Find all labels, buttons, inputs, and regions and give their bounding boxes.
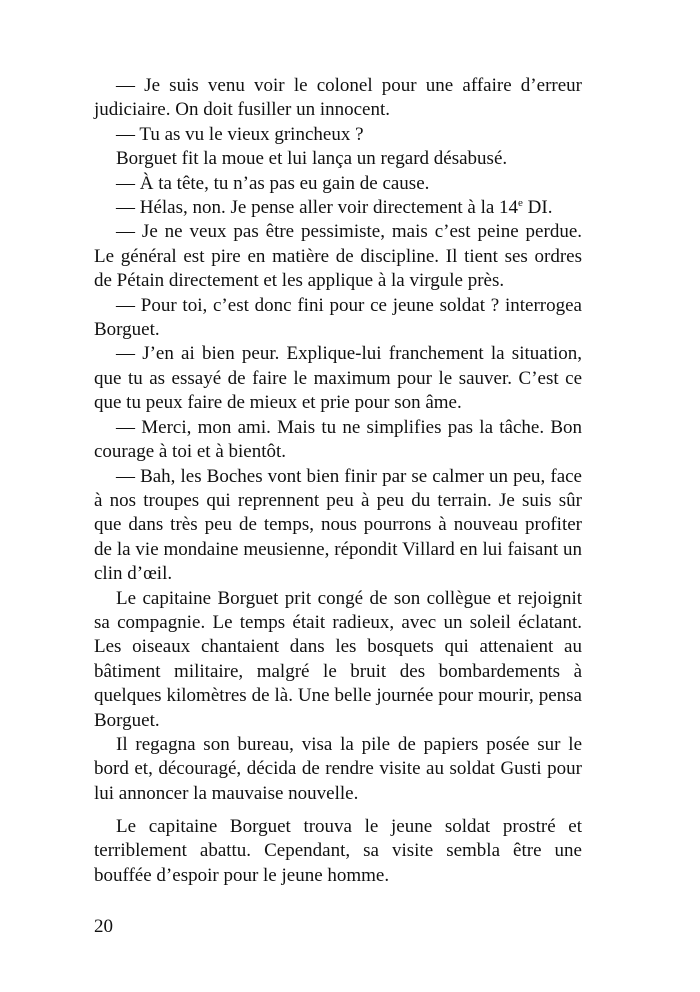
- paragraph-dialogue-gain-de-cause: — À ta tête, tu n’as pas eu gain de cause.: [116, 172, 430, 194]
- text-fragment: DI.: [522, 197, 553, 219]
- paragraph-narration-bureau: Il regagna son bureau, visa la pile de papiers posée sur le bord et, découragé, décida de rendre visite au soldat Gusti pour lui annoncer la mauvaise nouvelle.: [94, 733, 582, 804]
- paragraph-narration-moue: Borguet fit la moue et lui lança un regard désabusé.: [116, 148, 508, 170]
- paragraph-dialogue-merci: — Merci, mon ami. Mais tu ne simplifies pas la tâche. Bon courage à toi et à bientôt.: [94, 416, 582, 463]
- paragraph-dialogue-peur: — J’en ai bien peur. Explique-lui franchement la situation, que tu as essayé de faire le maximum pour le sauver. C’est ce que tu peux faire de mieux et prie pour son âme.: [94, 343, 582, 414]
- paragraph-narration-visite: Le capitaine Borguet trouva le jeune soldat prostré et terriblement abattu. Cependant, sa visite sembla être une bouffée d’espoir pour le jeune homme.: [94, 816, 582, 886]
- paragraph-dialogue-colonel: — Je suis venu voir le colonel pour une affaire d’erreur judiciaire. On doit fusiller un innocent.: [94, 75, 582, 121]
- paragraph-dialogue-fini: — Pour toi, c’est donc fini pour ce jeune soldat ? interrogea Borguet.: [94, 294, 582, 341]
- text-section-1: [94, 74, 582, 806]
- text-fragment: — Hélas, non. Je pense aller voir directement à la 14: [116, 197, 519, 219]
- paragraph-dialogue-pessimiste: — Je ne veux pas être pessimiste, mais c’est peine perdue. Le général est pire en matière de discipline. Il tient ses ordres de Pétain directement et les applique à la virgule près.: [94, 221, 582, 292]
- paragraph-dialogue-14e-di: [94, 196, 582, 220]
- paragraph-dialogue-grincheux: — Tu as vu le vieux grincheux ?: [116, 123, 364, 145]
- superscript-ordinal: e: [518, 197, 523, 210]
- text-section-2: [94, 815, 582, 888]
- paragraph-narration-conge: Le capitaine Borguet prit congé de son collègue et rejoignit sa compagnie. Le temps était radieux, avec un soleil éclatant. Les oiseaux chantaient dans les bosquets qui attenaient au bâtiment militaire, malgré le bruit des bombardements à quelques kilomètres de là. Une belle journée pour mourir, pensa Borguet.: [94, 587, 582, 731]
- page-number: 20: [94, 916, 113, 937]
- paragraph-dialogue-boches: — Bah, les Boches vont bien finir par se calmer un peu, face à nos troupes qui reprennent peu à peu du terrain. Je suis sûr que dans très peu de temps, nous pourrons à nouveau profiter de la vie mondaine meusienne, répondit Villard en lui faisant un clin d’œil.: [94, 465, 582, 585]
